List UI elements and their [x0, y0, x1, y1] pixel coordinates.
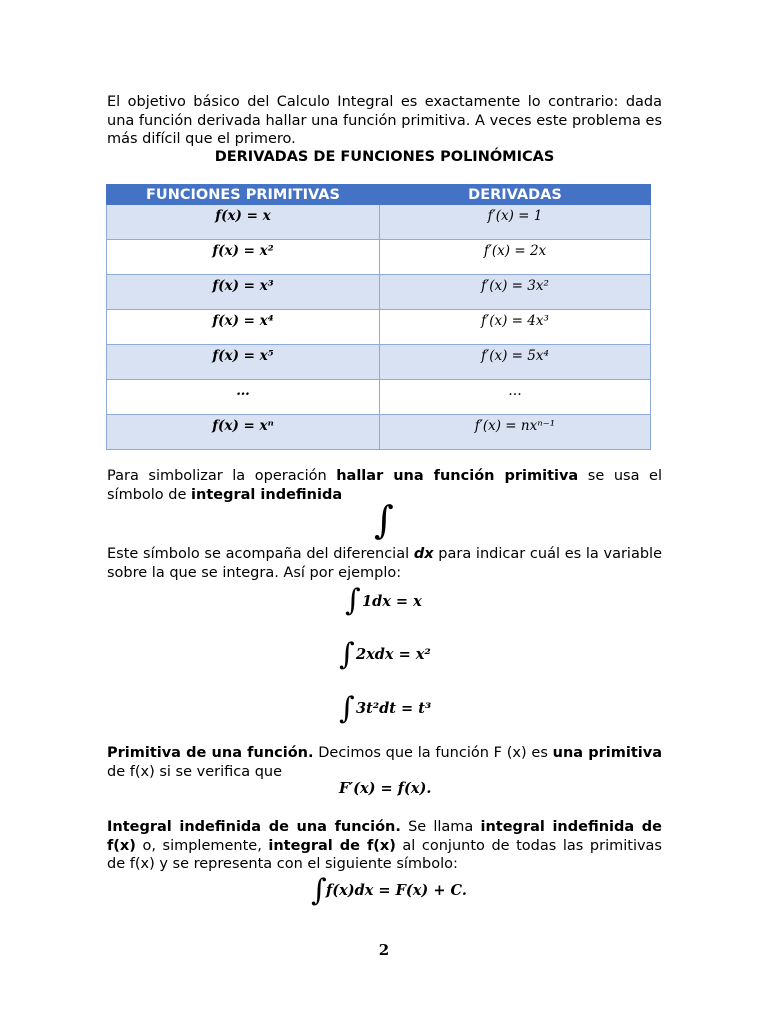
table-row — [107, 345, 651, 380]
derivative-cell — [380, 310, 651, 345]
text-run: Se llama — [400, 819, 481, 835]
primitive-cell — [107, 240, 380, 275]
indefinite-integral-paragraph — [107, 818, 662, 874]
primitive-cell — [107, 310, 380, 345]
bold-run: integral indefinida de f(x) — [107, 819, 662, 854]
primitive-formula: f(x) = x⁵ — [212, 348, 274, 364]
table-row — [107, 415, 651, 450]
table-row — [107, 205, 651, 240]
derivative-cell — [380, 345, 651, 380]
text-run: Este símbolo se acompaña del diferencial — [107, 546, 414, 562]
bold-run: Integral indefinida de una función. — [107, 819, 401, 835]
section-heading: DERIVADAS DE FUNCIONES POLINÓMICAS — [214, 149, 555, 165]
bold-run: integral de f(x) — [268, 837, 396, 854]
primitive-cell — [107, 380, 380, 415]
derivative-formula: f′(x) = 3x² — [481, 278, 549, 294]
bold-run: integral indefinida — [191, 486, 343, 503]
indefinite-integral-formula: f(x)dx = F(x) + C. — [326, 882, 467, 899]
column-header-primitives: FUNCIONES PRIMITIVAS — [107, 185, 380, 205]
primitive-cell — [107, 275, 380, 310]
derivative-cell — [380, 415, 651, 450]
table-header-row — [107, 185, 651, 205]
primitive-formula: f(x) = x — [215, 208, 271, 224]
derivative-formula: f′(x) = 2x — [483, 243, 547, 259]
integral-sign: ∫ — [345, 583, 361, 618]
primitive-formula: f(x) = x³ — [212, 278, 274, 294]
primitive-formula: f(x) = x⁴ — [212, 313, 274, 329]
page-number: 2 — [378, 941, 390, 959]
primitive-cell — [107, 415, 380, 450]
derivative-formula: … — [508, 383, 522, 399]
text-run: de f(x) si se verifica que — [107, 763, 283, 780]
primitive-formula: f(x) = xⁿ — [212, 418, 274, 434]
primitive-formula: f(x) = x² — [212, 243, 274, 259]
table-row — [107, 380, 651, 415]
column-header-derivatives: DERIVADAS — [380, 185, 651, 205]
intro-paragraph: El objetivo básico del Calculo Integral es exactamente lo contrario: dada una función derivada hallar una función primitiva. A veces este problema es más difícil que el primero. — [107, 94, 662, 147]
example-integral-3: 3t²dt = t³ — [356, 700, 432, 717]
table-row — [107, 275, 651, 310]
table-row — [107, 240, 651, 275]
derivative-formula: f′(x) = nxⁿ⁻¹ — [474, 418, 556, 434]
derivative-formula: f′(x) = 4x³ — [481, 313, 549, 329]
text-run: o, simplemente, — [135, 837, 269, 854]
integral-sign: ∫ — [311, 873, 327, 908]
example-integral-1: 1dx = x — [362, 593, 422, 610]
derivative-cell — [380, 240, 651, 275]
table-row — [107, 310, 651, 345]
bold-run: una primitiva — [552, 745, 662, 761]
bold-run: Primitiva de una función. — [107, 745, 314, 761]
text-run: para indicar cuál es la variable sobre la que se integra. Así por ejemplo: — [107, 546, 662, 581]
example-integral-2: 2xdx = x² — [356, 646, 431, 663]
primitive-formula: F′(x) = f(x). — [339, 780, 432, 797]
primitive-cell — [107, 205, 380, 240]
integral-sign: ∫ — [339, 691, 355, 726]
derivative-cell — [380, 380, 651, 415]
bold-italic-run: dx — [413, 546, 434, 562]
text-run: Decimos que la función F (x) es — [313, 745, 553, 761]
integral-sign: ∫ — [339, 637, 355, 672]
text-run: se usa el símbolo de — [107, 468, 662, 503]
bold-run: hallar una función primitiva — [336, 468, 579, 484]
text-run: al conjunto de todas las primitivas de f(x) y se representa con el siguiente símbolo: — [107, 837, 662, 872]
dx-paragraph — [107, 545, 662, 582]
derivatives-table — [106, 184, 651, 450]
text-run: Para simbolizar la operación — [107, 468, 337, 484]
primitive-definition-paragraph — [107, 744, 662, 781]
primitive-cell — [107, 345, 380, 380]
derivative-cell — [380, 275, 651, 310]
integral-symbol-large: ∫ — [374, 498, 394, 542]
derivative-formula: f′(x) = 1 — [487, 208, 543, 224]
derivative-cell — [380, 205, 651, 240]
derivative-formula: f′(x) = 5x⁴ — [481, 348, 549, 364]
primitive-formula: … — [236, 383, 250, 399]
